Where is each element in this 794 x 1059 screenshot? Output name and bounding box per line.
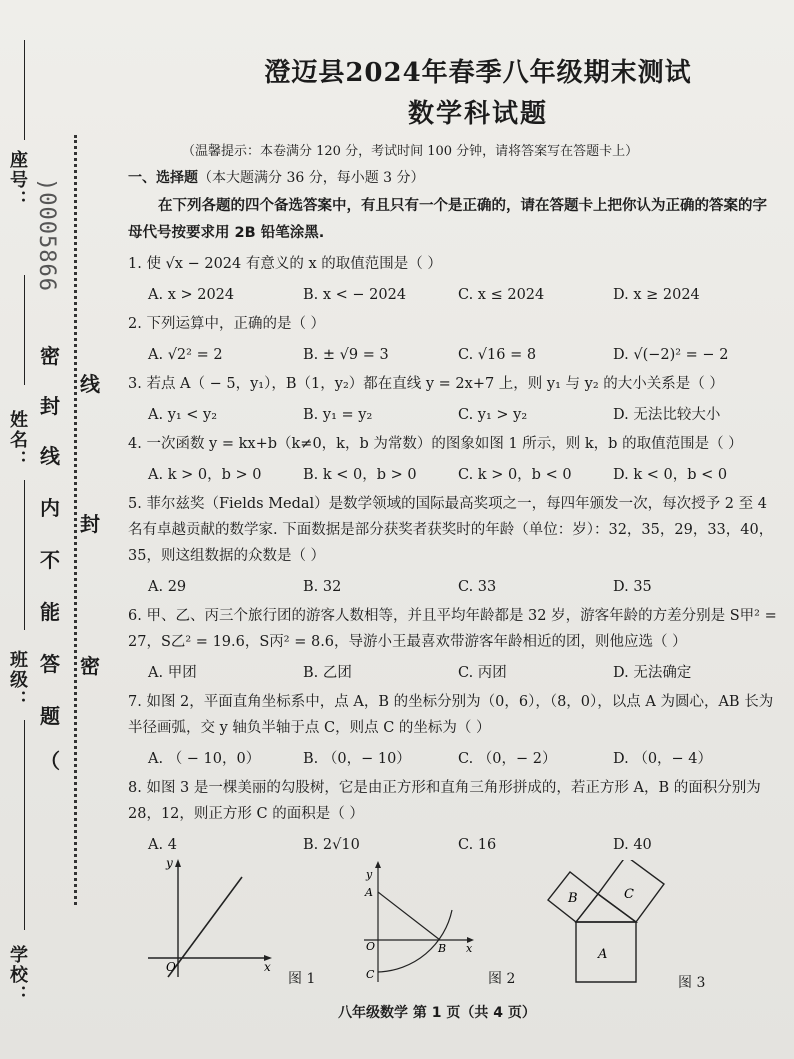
exam-content (128, 52, 778, 857)
option-d: D. 无法比较大小 (613, 407, 721, 423)
option-b: B. （0，− 10） (303, 751, 411, 767)
question-stem: 3. 若点 A（ − 5，y₁），B（1，y₂）都在直线 y = 2x+7 上，则 y₁ 与 y₂ 的大小关系是（ ） (128, 376, 724, 392)
option-d: D. x ≥ 2024 (613, 287, 700, 303)
fig1-origin-label: O (166, 960, 176, 974)
exam-title: 澄迈县2024年春季八年级期末测试 (264, 58, 692, 88)
page-footer: 八年级数学 第 1 页（共 4 页） (338, 1005, 536, 1021)
fig3-square-c: C (624, 887, 634, 902)
question-options (128, 343, 778, 367)
school-label: 学校： (7, 945, 28, 1005)
exam-tip: （温馨提示：本卷满分 120 分，考试时间 100 分钟，请将答案写在答题卡上） (182, 144, 639, 159)
option-d: D. √(−2)² = − 2 (613, 347, 729, 363)
question-options (128, 833, 778, 857)
name-line-top (24, 275, 25, 385)
section-instruction: 在下列各题的四个备选答案中，有且只有一个是正确的，请在答题卡上把你认为正确的答案的字母代号按要求用 2B 铅笔涂黑. (128, 198, 767, 241)
figure-3 (540, 860, 670, 988)
option-c: C. 33 (458, 579, 497, 595)
question-5 (128, 491, 778, 599)
seal-char-left: 答 (40, 652, 60, 676)
option-a: A. （ − 10，0） (148, 751, 261, 767)
fig2-y-label: y (366, 868, 373, 881)
seal-char-left: 密 (40, 344, 60, 368)
figure-3-caption: 图 3 (678, 975, 706, 991)
question-6 (128, 603, 778, 685)
question-options (128, 661, 778, 685)
fig2-point-b: B (438, 942, 447, 955)
question-7 (128, 689, 778, 771)
figure-1 (140, 855, 280, 980)
option-b: B. y₁ = y₂ (303, 407, 373, 423)
question-stem: 8. 如图 3 是一棵美丽的勾股树，它是由正方形和直角三角形拼成的，若正方形 A，B 的面积分别为 28，12，则正方形 C 的面积是（ ） (128, 780, 761, 822)
option-b: B. ± √9 = 3 (303, 347, 389, 363)
fig3-square-b: B (568, 891, 578, 906)
question-stem: 2. 下列运算中，正确的是（ ） (128, 316, 326, 332)
fig3-square-a: A (598, 947, 608, 962)
section-title: 一、选择题 (128, 170, 198, 186)
question-stem: 5. 菲尔兹奖（Fields Medal）是数学领域的国际最高奖项之一，每四年颁发一次，每次授予 2 至 4 名有卓越贡献的数学家. 下面数据是部分获奖者获奖时的年龄（单位：岁）：32，35，29，33，40，35，则这组数据的众数是（ ） (128, 496, 774, 564)
question-4 (128, 431, 778, 487)
option-a: A. x > 2024 (148, 287, 235, 303)
seal-char-left: （ (40, 749, 60, 773)
fig2-point-a: A (365, 886, 373, 899)
fig1-x-label: x (264, 960, 271, 974)
seal-char-right: 封 (80, 512, 100, 536)
section-note: （本大题满分 36 分，每小题 3 分） (198, 170, 425, 186)
option-a: A. √2² = 2 (148, 347, 223, 363)
seal-char-left: 能 (40, 600, 60, 624)
question-1 (128, 251, 778, 307)
option-d: D. 无法确定 (613, 665, 692, 681)
seal-char-left: 线 (40, 444, 60, 468)
option-b: B. 32 (303, 579, 342, 595)
option-c: C. y₁ > y₂ (458, 407, 528, 423)
option-d: D. 35 (613, 579, 652, 595)
fig1-y-label: y (166, 856, 173, 870)
option-d: D. （0，− 4） (613, 751, 713, 767)
option-c: C. √16 = 8 (458, 347, 537, 363)
option-a: A. 4 (148, 837, 177, 853)
question-8 (128, 775, 778, 857)
option-c: C. （0，− 2） (458, 751, 557, 767)
fig2-origin-label: O (366, 940, 376, 953)
figure-2-caption: 图 2 (488, 971, 516, 987)
fig2-point-c: C (366, 968, 375, 981)
question-options (128, 575, 778, 599)
question-list (128, 251, 778, 857)
option-d: D. 40 (613, 837, 652, 853)
seal-char-left: 不 (40, 548, 60, 572)
seat-line (24, 40, 25, 140)
exam-subtitle: 数学科试题 (407, 99, 548, 129)
seal-char-right: 线 (80, 372, 100, 396)
option-a: A. 29 (148, 579, 187, 595)
option-b: B. x < − 2024 (303, 287, 407, 303)
question-options (128, 283, 778, 307)
class-label: 班级： (7, 650, 28, 710)
seal-char-right: 密 (80, 654, 100, 678)
question-stem: 4. 一次函数 y = kx+b（k≠0，k，b 为常数）的图象如图 1 所示，则 k，b 的取值范围是（ ） (128, 436, 743, 452)
option-c: C. x ≤ 2024 (458, 287, 545, 303)
option-d: D. k < 0，b < 0 (613, 467, 728, 483)
serial-number: )0005866 (34, 178, 59, 292)
figure-1-caption: 图 1 (288, 971, 316, 987)
name-line (24, 480, 25, 630)
seal-char-left: 题 (40, 704, 60, 728)
option-b: B. 2√10 (303, 837, 360, 853)
question-3 (128, 371, 778, 427)
option-a: A. k > 0，b > 0 (148, 467, 262, 483)
name-label: 姓名： (7, 410, 28, 470)
question-stem: 7. 如图 2，平面直角坐标系中，点 A，B 的坐标分别为（0，6），（8，0），以点 A 为圆心，AB 长为半径画弧，交 y 轴负半轴于点 C，则点 C 的坐标为（ ） (128, 694, 774, 736)
seal-char-left: 封 (40, 394, 60, 418)
question-options (128, 747, 778, 771)
option-b: B. 乙团 (303, 665, 352, 681)
binding-margin (0, 0, 120, 1059)
fig2-x-label: x (466, 942, 473, 955)
option-c: C. 16 (458, 837, 497, 853)
question-stem: 1. 使 √x − 2024 有意义的 x 的取值范围是（ ） (128, 256, 442, 272)
option-b: B. k < 0，b > 0 (303, 467, 417, 483)
class-line (24, 720, 25, 930)
seal-char-left: 内 (40, 496, 60, 520)
seat-label: 座号： (7, 150, 28, 210)
question-stem: 6. 甲、乙、丙三个旅行团的游客人数相等，并且平均年龄都是 32 岁，游客年龄的方差分别是 S甲² = 27，S乙² = 19.6，S丙² = 8.6，导游小王最喜欢带游客年龄相近的团，则他应选（ ） (128, 608, 777, 650)
option-a: A. 甲团 (148, 665, 197, 681)
figure-2 (360, 860, 480, 985)
option-c: C. 丙团 (458, 665, 507, 681)
section-heading (128, 167, 778, 187)
dotted-seal-line (74, 135, 77, 905)
question-options (128, 463, 778, 487)
option-c: C. k > 0，b < 0 (458, 467, 572, 483)
option-a: A. y₁ < y₂ (148, 407, 218, 423)
question-2 (128, 311, 778, 367)
question-options (128, 403, 778, 427)
